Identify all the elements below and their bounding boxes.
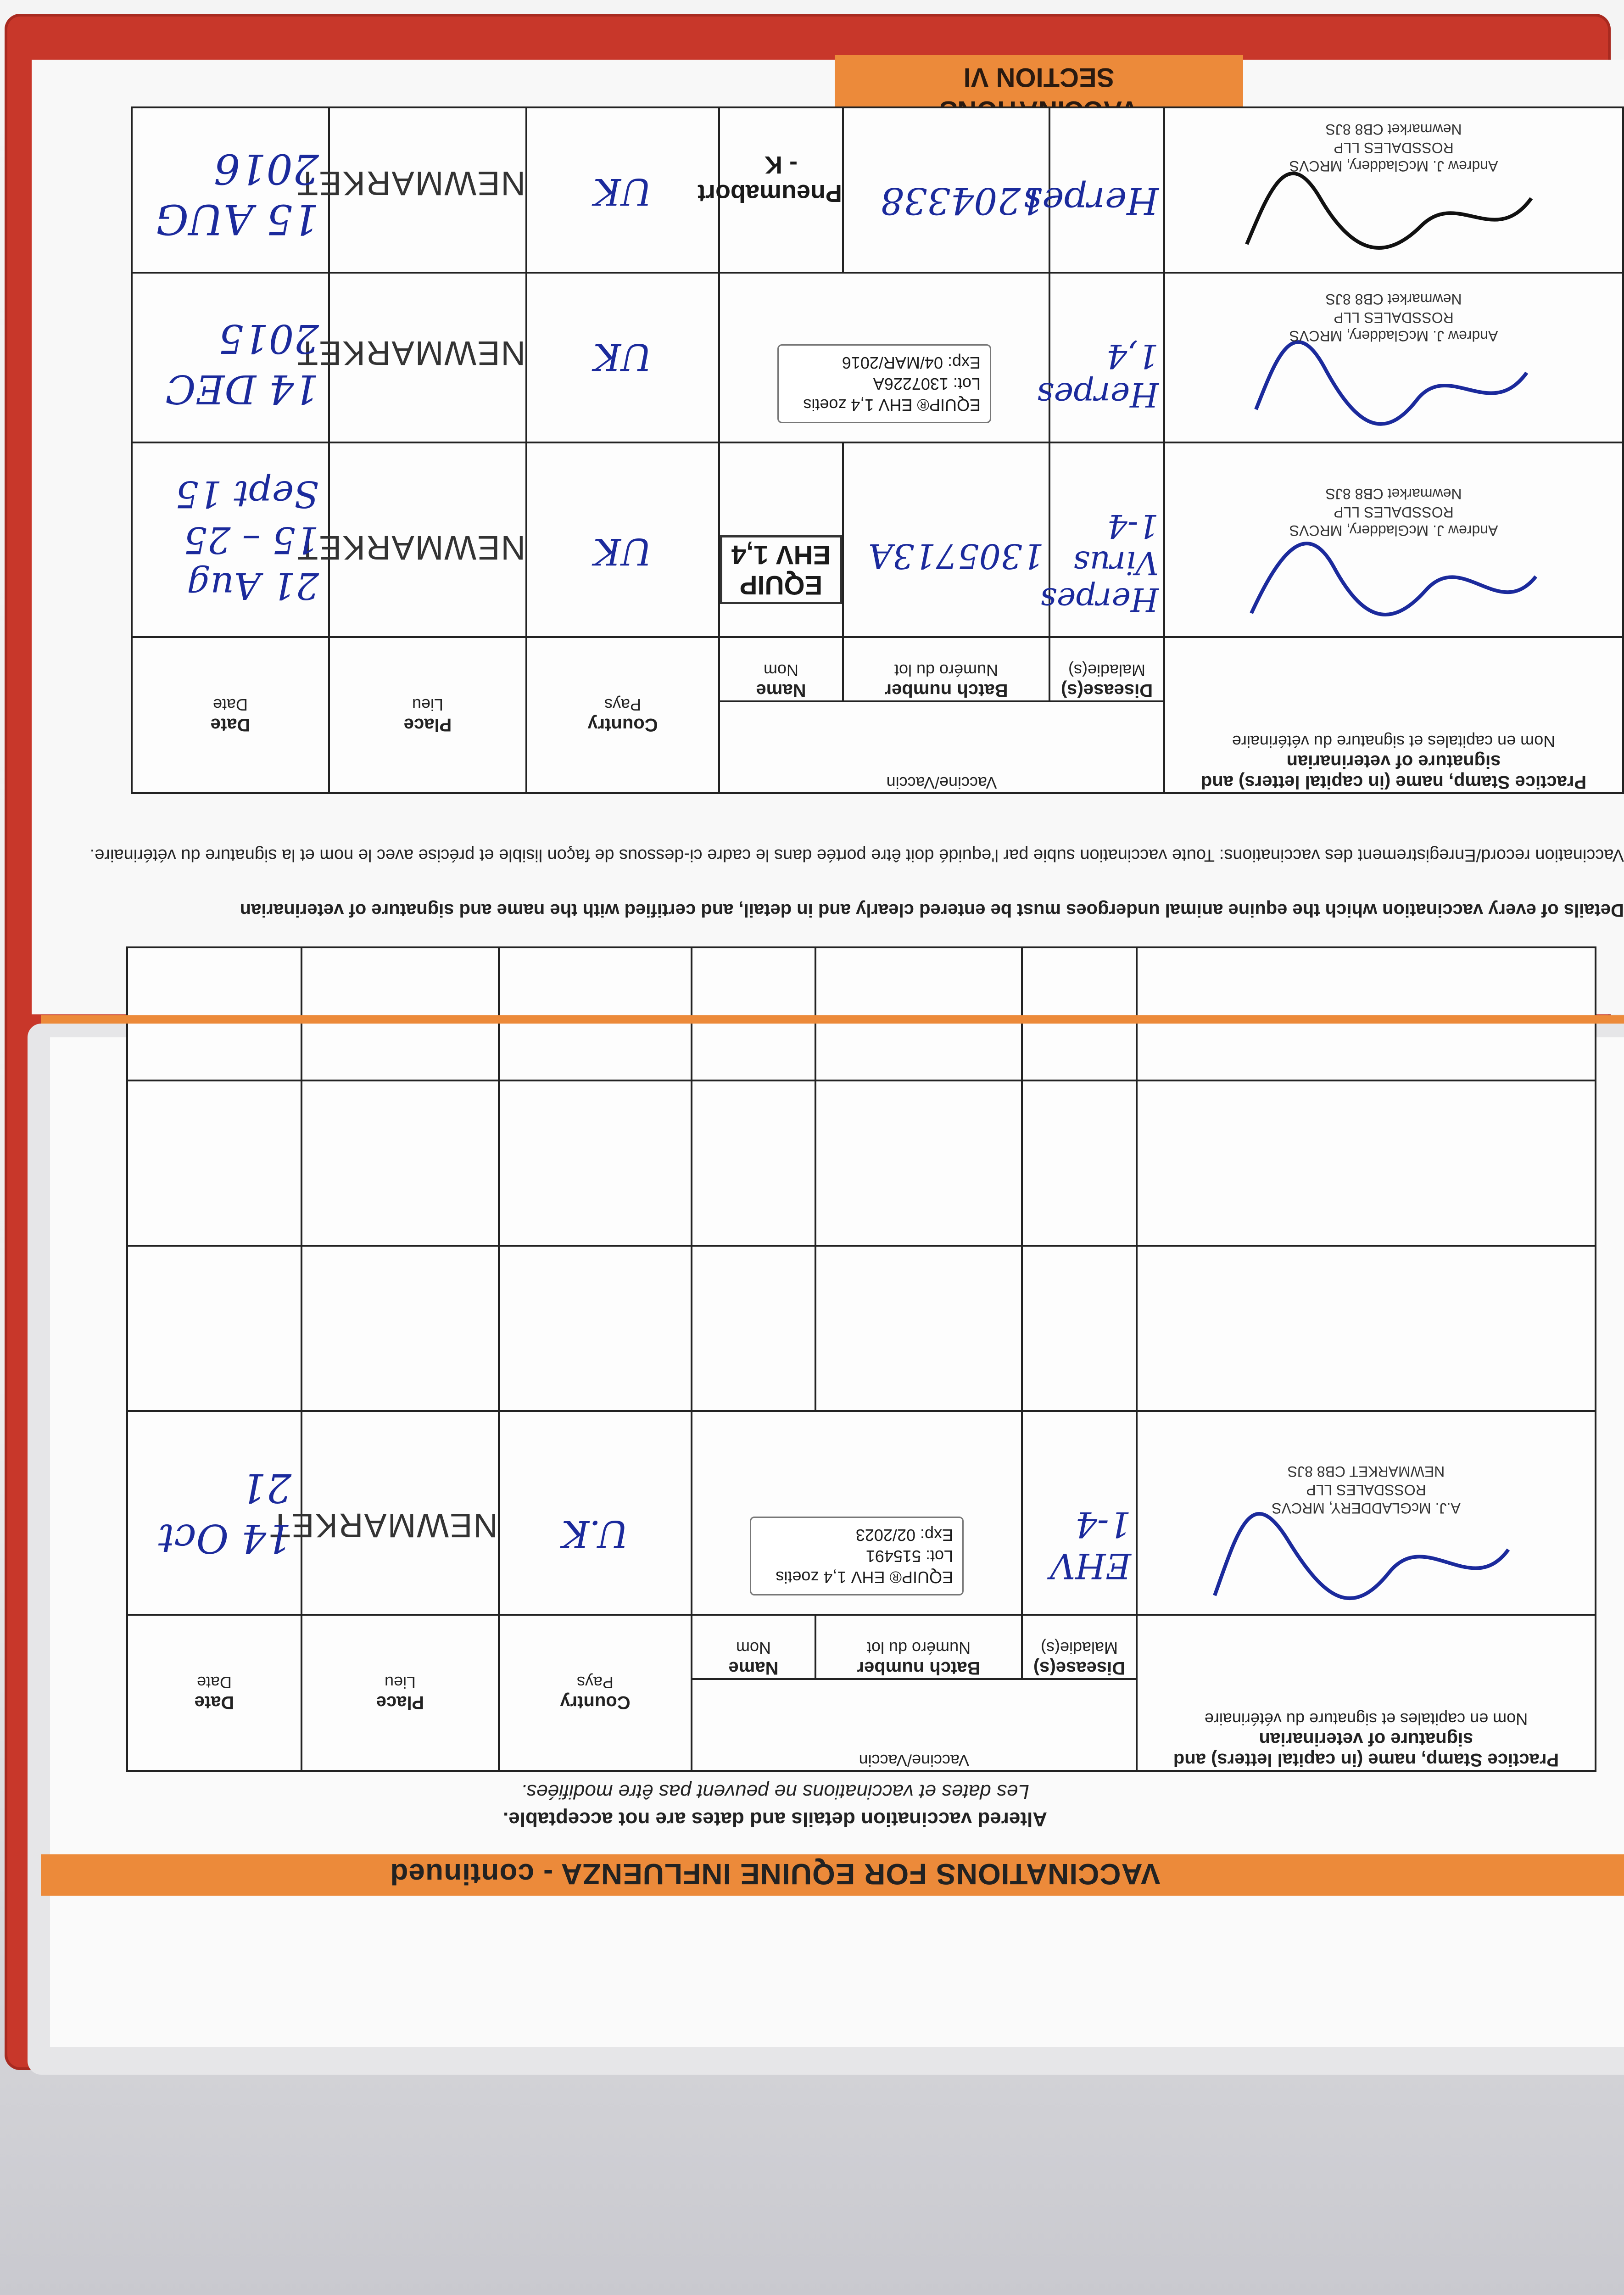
header-place-en: Place: [376, 1692, 424, 1713]
table-row: [127, 1411, 1596, 1615]
influenza-heading: VACCINATIONS FOR EQUINE INFLUENZA - continued: [390, 1858, 1161, 1891]
header-place: [329, 637, 526, 793]
sticker-exp: Exp: 02/2023: [855, 1526, 953, 1545]
table-row: [132, 442, 1623, 637]
header-disease-en: Disease(s): [1033, 1658, 1126, 1678]
practice-cell: [1137, 1246, 1596, 1411]
signature-icon: [1233, 345, 1554, 437]
section-vi-instructions-en: Details of every vaccination which the equine animal undergoes must be entered clearly and in detail, and certified with the name and signature of veterinarian: [240, 900, 1624, 920]
country-cell: [499, 947, 692, 1080]
table-row: [127, 1080, 1596, 1246]
disease-cell: [1022, 1080, 1137, 1246]
sticker-lot: Lot: 1307226A: [873, 375, 981, 393]
header-country-en: Country: [560, 1692, 631, 1713]
sticker-exp: Exp: 04/MAR/2016: [842, 353, 981, 372]
practice-cell: [1164, 273, 1623, 442]
header-name: [692, 1615, 815, 1679]
vet-practice: ROSSDALES LLP: [1334, 309, 1454, 326]
header-practice-en: Practice Stamp, name (in capital letters) and signature of veterinarian: [1173, 1729, 1559, 1770]
header-name-en: Name: [728, 1658, 779, 1678]
vaccine-name-cell: Pneumabort - K: [719, 107, 843, 273]
section-vi-instructions-fr: Vaccination record/Enregistrement des vaccinations: Toute vaccination subie par l'equidé doit être portée dans le cadre ci-dessous de façon lisible et précise avec le nom et la signature du vétérinaire.: [89, 845, 1624, 865]
vet-practice: ROSSDALES LLP: [1334, 140, 1454, 156]
header-practice: [1164, 637, 1623, 793]
country-cell: [499, 1246, 692, 1411]
header-batch-fr: Numéro du lot: [894, 661, 999, 680]
influenza-note-en: Altered vaccination details and dates are not acceptable.: [503, 1808, 1047, 1830]
vaccine-sticker: [777, 344, 991, 423]
place-cell: NEWMARKET: [301, 1411, 499, 1615]
batch-cell: 1305713A: [843, 442, 1049, 637]
date-cell: 14 DEC 2015: [132, 273, 329, 442]
header-date-en: Date: [194, 1692, 234, 1713]
vet-address: Newmarket CB8 8JS: [1325, 291, 1462, 308]
vet-address: Newmarket CB8 8JS: [1325, 486, 1462, 502]
header-country-fr: Pays: [576, 1673, 614, 1692]
date-cell: 14 Oct 21: [127, 1411, 301, 1615]
table-row: [132, 273, 1623, 442]
place-cell: NEWMARKET: [329, 273, 526, 442]
disease-cell: [1022, 947, 1137, 1080]
vet-address: NEWMARKET CB8 8JS: [1287, 1463, 1445, 1480]
header-vaccine: [692, 1679, 1137, 1771]
country-cell: UK: [526, 273, 719, 442]
disease-cell: EHV 1-4: [1022, 1411, 1137, 1615]
header-name-fr: Nom: [736, 1639, 771, 1657]
header-batch-en: Batch number: [884, 680, 1008, 700]
header-disease-en: Disease(s): [1060, 680, 1153, 700]
place-cell: [301, 1080, 499, 1246]
place-cell: [301, 947, 499, 1080]
header-disease-fr: Maladie(s): [1068, 661, 1146, 680]
sticker-name: EQUIP® EHV 1,4 zoetis: [776, 1568, 953, 1587]
header-name: [719, 637, 843, 701]
date-cell: [127, 947, 301, 1080]
vaccine-name-cell: [692, 1080, 815, 1246]
practice-cell: [1137, 1411, 1596, 1615]
header-place-en: Place: [403, 715, 452, 735]
header-vaccine-label: Vaccine/Vaccin: [886, 773, 997, 792]
header-country: [526, 637, 719, 793]
practice-cell: [1164, 107, 1623, 273]
vaccine-name-cell: [719, 442, 843, 637]
batch-cell: 1204338: [843, 107, 1049, 273]
disease-cell: Herpes 1,4: [1049, 273, 1164, 442]
signature-icon: [1233, 540, 1554, 632]
page-edge-bar: [41, 1015, 1624, 1024]
header-practice: [1137, 1615, 1596, 1771]
vaccine-stamp: EQUIP EHV 1,4: [720, 535, 842, 604]
date-cell: [127, 1080, 301, 1246]
country-cell: U.K: [499, 1411, 692, 1615]
disease-cell: [1022, 1246, 1137, 1411]
header-date-fr: Date: [212, 695, 248, 715]
header-batch: [815, 1615, 1022, 1679]
vet-name: Andrew J. McGladdery, MRCVS: [1289, 328, 1498, 344]
influenza-note-fr: Les dates et vaccinations ne peuvent pas être modifiées.: [521, 1780, 1030, 1803]
header-disease-fr: Maladie(s): [1040, 1639, 1118, 1657]
batch-cell: [815, 1246, 1022, 1411]
place-cell: [301, 1246, 499, 1411]
header-batch-fr: Numéro du lot: [866, 1639, 971, 1657]
vaccine-sticker-cell: [692, 1411, 1022, 1615]
header-batch-en: Batch number: [857, 1658, 981, 1678]
header-practice-fr: Nom en capitales et signature du vétérinaire: [1232, 732, 1556, 751]
header-disease: [1049, 637, 1164, 701]
table-row: [127, 947, 1596, 1080]
date-cell: 21 Aug 15 – 25 Sept 15: [132, 442, 329, 637]
date-cell: 15 AUG 2016: [132, 107, 329, 273]
table-row: [127, 1246, 1596, 1411]
sticker-name: EQUIP® EHV 1,4 zoetis: [803, 396, 981, 414]
disease-cell: Herpes Virus 1-4: [1049, 442, 1164, 637]
vet-address: Newmarket CB8 8JS: [1325, 121, 1462, 138]
place-cell: NEWMARKET: [329, 442, 526, 637]
vet-name: Andrew J. McGladdery, MRCVS: [1289, 158, 1498, 174]
vaccine-name-cell: [692, 947, 815, 1080]
country-cell: [499, 1080, 692, 1246]
header-vaccine-label: Vaccine/Vaccin: [859, 1751, 970, 1770]
disease-cell: Herpes: [1049, 107, 1164, 273]
header-disease: [1022, 1615, 1137, 1679]
vet-practice: ROSSDALES LLP: [1306, 1482, 1426, 1498]
header-name-en: Name: [756, 680, 806, 700]
vet-practice: ROSSDALES LLP: [1334, 504, 1454, 521]
vaccine-sticker-cell: [719, 273, 1049, 442]
header-place-fr: Lieu: [384, 1673, 416, 1692]
sticker-lot: Lot: 515491: [865, 1547, 953, 1566]
signature-icon: [1205, 1517, 1527, 1609]
header-country-fr: Pays: [604, 695, 642, 715]
country-cell: UK: [526, 107, 719, 273]
signature-icon: [1233, 175, 1554, 267]
header-country-en: Country: [587, 715, 658, 735]
header-place-fr: Lieu: [412, 695, 444, 715]
header-date-fr: Date: [196, 1673, 232, 1692]
header-date-en: Date: [210, 715, 251, 735]
section-vi-table: [131, 106, 1624, 794]
practice-cell: [1137, 1080, 1596, 1246]
table-row: [132, 107, 1623, 273]
influenza-table: [126, 946, 1596, 1772]
section-tab-subtitle: SECTION VI: [963, 62, 1115, 92]
place-cell: NEWMARKET: [329, 107, 526, 273]
batch-cell: [815, 1080, 1022, 1246]
vaccine-name-cell: [692, 1246, 815, 1411]
header-batch: [843, 637, 1049, 701]
header-date: [127, 1615, 301, 1771]
practice-cell: [1137, 947, 1596, 1080]
header-name-fr: Nom: [763, 661, 798, 680]
header-date: [132, 637, 329, 793]
header-vaccine: [719, 701, 1164, 793]
practice-cell: [1164, 442, 1623, 637]
vet-name: A.J. McGLADDERY, MRCVS: [1272, 1500, 1461, 1517]
header-country: [499, 1615, 692, 1771]
batch-cell: [815, 947, 1022, 1080]
header-practice-fr: Nom en capitales et signature du vétérinaire: [1204, 1710, 1528, 1729]
date-cell: [127, 1246, 301, 1411]
vaccine-sticker: [750, 1517, 964, 1595]
header-place: [301, 1615, 499, 1771]
vet-name: Andrew J. McGladdery, MRCVS: [1289, 522, 1498, 539]
header-practice-en: Practice Stamp, name (in capital letters) and signature of veterinarian: [1200, 751, 1587, 792]
country-cell: UK: [526, 442, 719, 637]
